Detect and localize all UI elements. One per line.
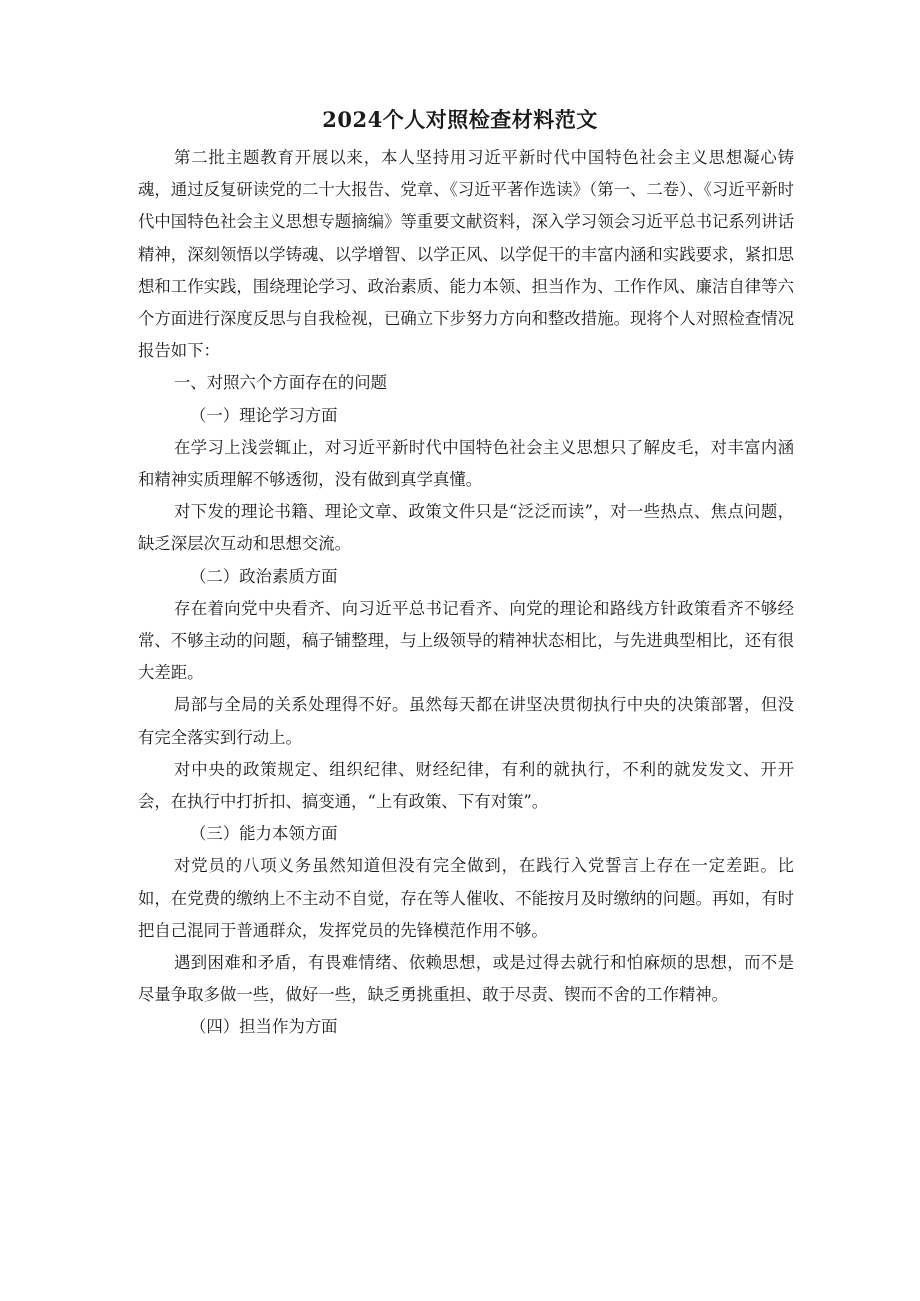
body-paragraph: 遇到困难和矛盾，有畏难情绪、依赖思想，或是过得去就行和怕麻烦的思想，而不是尽量争取多做一些，做好一些，缺乏勇挑重担、敢于尽责、锲而不舍的工作精神。 (138, 953, 794, 1005)
body-paragraph: 对下发的理论书籍、理论文章、政策文件只是“泛泛而读”，对一些热点、焦点问题，缺乏深层次互动和思想交流。 (138, 502, 794, 554)
body-paragraph: 在学习上浅尝辄止，对习近平新时代中国特色社会主义思想只了解皮毛，对丰富内涵和精神实质理解不够透彻，没有做到真学真懂。 (138, 437, 794, 490)
body-paragraph: 局部与全局的关系处理得不好。虽然每天都在讲坚决贯彻执行中央的决策部署，但没有完全落实到行动上。 (138, 695, 794, 747)
document-body (138, 142, 794, 1044)
body-paragraph: 第二批主题教育开展以来，本人坚持用习近平新时代中国特色社会主义思想凝心铸魂，通过反复研读党的二十大报告、党章、《习近平著作选读》（第一、二卷）、《习近平新时代中国特色社会主义思想专题摘编》等重要文献资料，深入学习领会习近平总书记系列讲话精神，深刻领悟以学铸魂、以学增智、以学正风、以学促干的丰富内涵和实践要求，紧扣思想和工作实践，围绕理论学习、政治素质、能力本领、担当作为、工作作风、廉洁自律等六个方面进行深度反思与自我检视，已确立下步努力方向和整改措施。现将个人对照检查情况报告如下： (138, 148, 794, 361)
subsection-heading: （一）理论学习方面 (190, 405, 338, 425)
subsection-heading: （四）担当作为方面 (190, 1017, 338, 1037)
section-heading: 一、对照六个方面存在的问题 (174, 373, 388, 393)
document-title: 2024个人对照检查材料范文 (322, 107, 598, 132)
body-paragraph: 对党员的八项义务虽然知道但没有完全做到，在践行入党誓言上存在一定差距。比如，在党费的缴纳上不主动不自觉，存在等人催收、不能按月及时缴纳的问题。再如，有时把自己混同于普通群众，发挥党员的先锋模范作用不够。 (138, 856, 794, 940)
body-paragraph: 对中央的政策规定、组织纪律、财经纪律，有利的就执行，不利的就发发文、开开会，在执行中打折扣、搞变通，“上有政策、下有对策”。 (138, 759, 794, 812)
subsection-heading: （二）政治素质方面 (190, 566, 338, 586)
subsection-heading: （三）能力本领方面 (190, 824, 338, 844)
body-paragraph: 存在着向党中央看齐、向习近平总书记看齐、向党的理论和路线方针政策看齐不够经常、不够主动的问题，稿子铺整理，与上级领导的精神状态相比，与先进典型相比，还有很大差距。 (138, 598, 794, 683)
